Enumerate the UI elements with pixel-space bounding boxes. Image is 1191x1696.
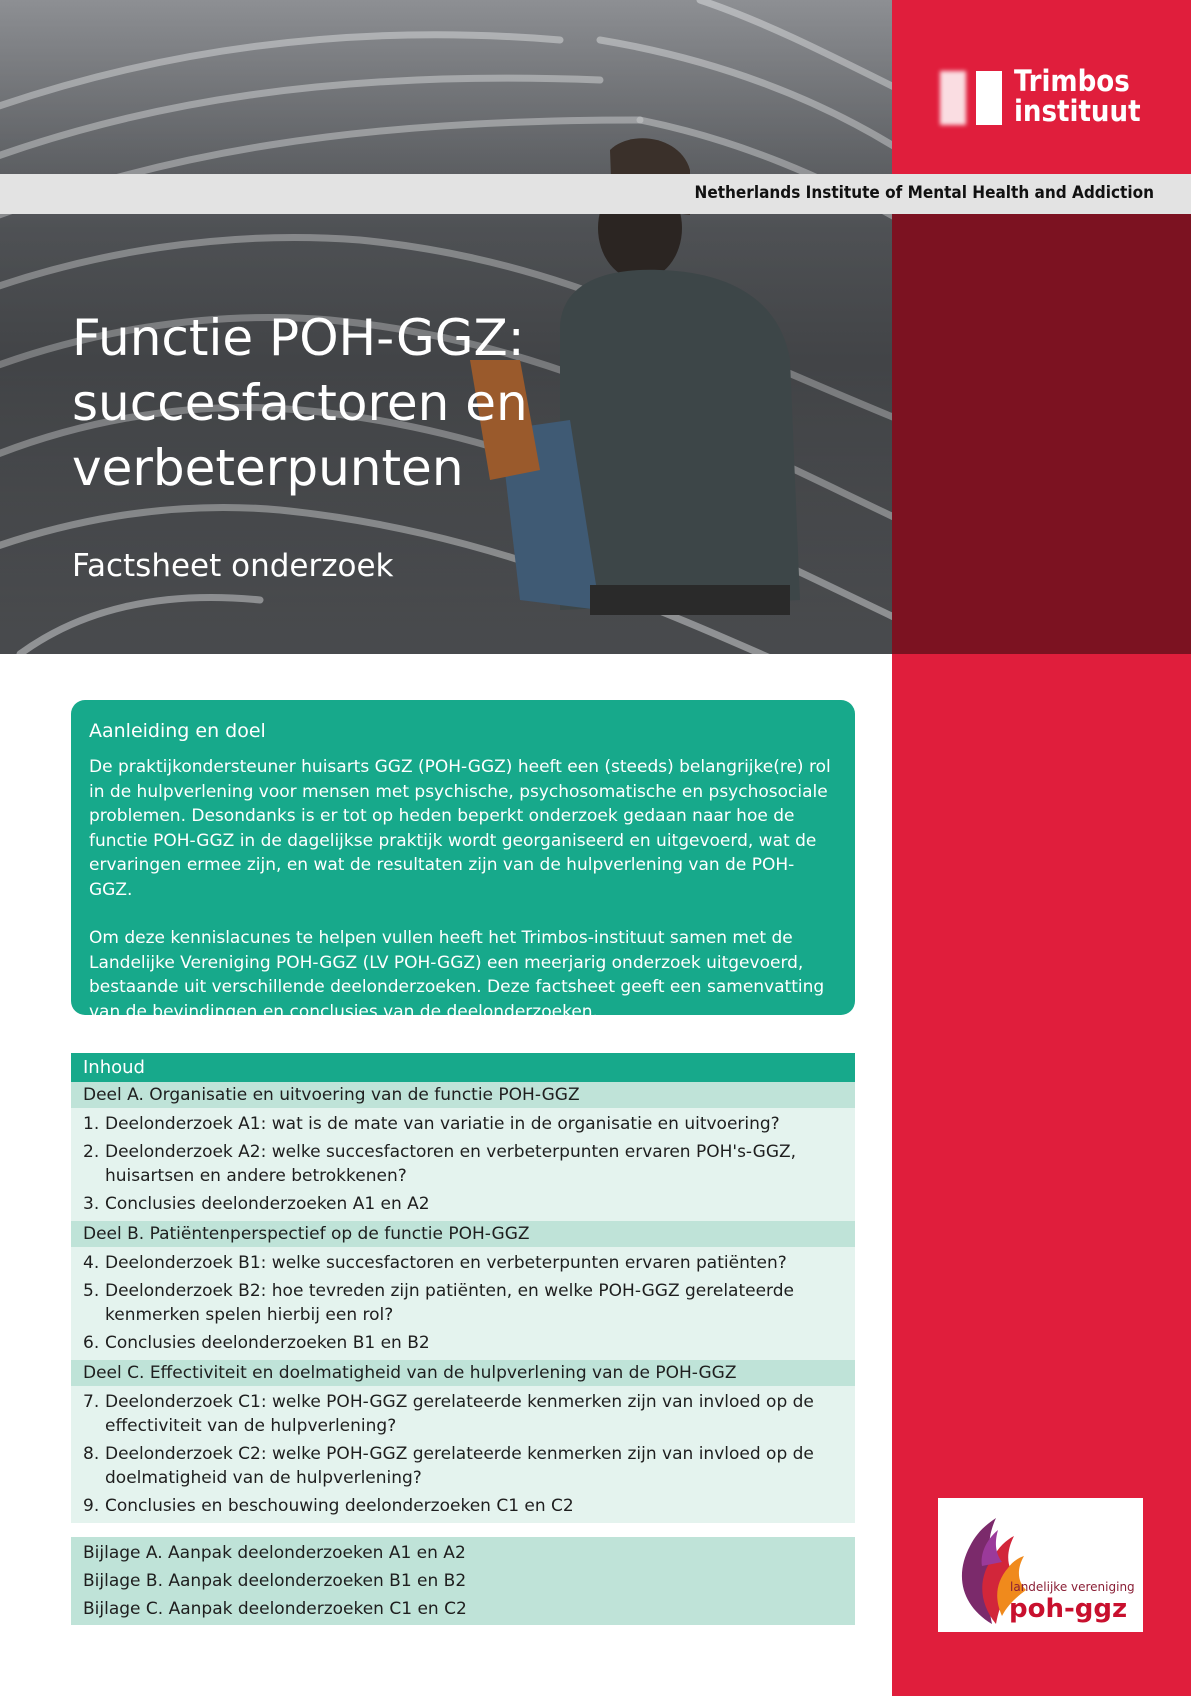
toc-item: 6. Conclusies deelonderzoeken B1 en B2 [83,1333,430,1353]
trimbos-logo-icon [940,71,1004,125]
toc-item: 8. Deelonderzoek C2: welke POH-GGZ gerelateerde kenmerken zijn van invloed op de doelmatigheid van de hulpverlening? [83,1444,814,1488]
toc-section-b-items [71,1247,855,1360]
page-subtitle: Factsheet onderzoek [72,548,394,584]
toc-item: 5. Deelonderzoek B2: hoe tevreden zijn patiënten, en welke POH-GGZ gerelateerde kenmerken spelen hierbij een rol? [83,1281,794,1325]
toc-heading: Inhoud [71,1053,855,1082]
lv-logo-line-2: poh-ggz [1009,1594,1128,1624]
toc-section-a: Deel A. Organisatie en uitvoering van de functie POH-GGZ [71,1082,855,1108]
toc-section-c-items [71,1386,855,1523]
trimbos-logo [940,66,1150,128]
title-line-1: Functie POH-GGZ: [72,309,525,367]
toc-appendices [71,1537,855,1625]
intro-paragraph-1: De praktijkondersteuner huisarts GGZ (POH-GGZ) heeft een (steeds) belangrijke(re) rol in de hulpverlening voor mensen met psychische, psychosomatische en psychosociale problemen. Desondanks is er tot op heden beperkt onderzoek gedaan naar hoe de functie POH-GGZ in de dagelijkse praktijk wordt georganiseerd en uitgevoerd, wat de ervaringen ermee zijn, en wat de resultaten zijn van de hulpverlening van de POH-GGZ. [89,757,831,900]
trimbos-logo-text [1014,66,1141,126]
toc-item: 4. Deelonderzoek B1: welke succesfactoren en verbeterpunten ervaren patiënten? [83,1253,787,1273]
table-of-contents [71,1053,855,1523]
toc-section-b: Deel B. Patiëntenperspectief op de functie POH-GGZ [71,1221,855,1247]
title-line-2: succesfactoren en [72,374,528,432]
appendix-c: Bijlage C. Aanpak deelonderzoeken C1 en C2 [83,1599,467,1619]
title-line-3: verbeterpunten [72,439,464,497]
hero-photo [0,0,892,654]
appendix-a: Bijlage A. Aanpak deelonderzoeken A1 en A2 [83,1543,466,1563]
toc-item: 7. Deelonderzoek C1: welke POH-GGZ gerelateerde kenmerken zijn van invloed op de effectiviteit van de hulpverlening? [83,1392,814,1436]
toc-item: 1. Deelonderzoek A1: wat is de mate van variatie in de organisatie en uitvoering? [83,1114,780,1134]
toc-item: 2. Deelonderzoek A2: welke succesfactoren en verbeterpunten ervaren POH's-GGZ, huisartsen en andere betrokkenen? [83,1142,797,1186]
page-title [72,306,592,501]
logo-line-1: Trimbos [1014,64,1130,98]
toc-section-a-items [71,1108,855,1221]
toc-item: 9. Conclusies en beschouwing deelonderzoeken C1 en C2 [83,1496,574,1516]
intro-heading: Aanleiding en doel [89,720,266,742]
brand-dark-band [892,212,1191,654]
lv-logo-line-1: landelijke vereniging [1010,1580,1135,1594]
toc-section-c: Deel C. Effectiviteit en doelmatigheid van de hulpverlening van de POH-GGZ [71,1360,855,1386]
appendix-b: Bijlage B. Aanpak deelonderzoeken B1 en B2 [83,1571,467,1591]
intro-paragraph-2: Om deze kennislacunes te helpen vullen heeft het Trimbos-instituut samen met de Landelijke Vereniging POH-GGZ (LV POH-GGZ) een meerjarig onderzoek uitgevoerd, bestaande uit verschillende deelonderzoeken. Deze factsheet geeft een samenvatting van de bevindingen en conclusies van de deelonderzoeken. [89,928,825,1022]
logo-line-2: instituut [1014,94,1141,128]
toc-item: 3. Conclusies deelonderzoeken A1 en A2 [83,1194,430,1214]
intro-box [71,700,855,1022]
lv-poh-ggz-logo [938,1498,1143,1632]
institute-tagline: Netherlands Institute of Mental Health and Addiction [694,183,1154,203]
